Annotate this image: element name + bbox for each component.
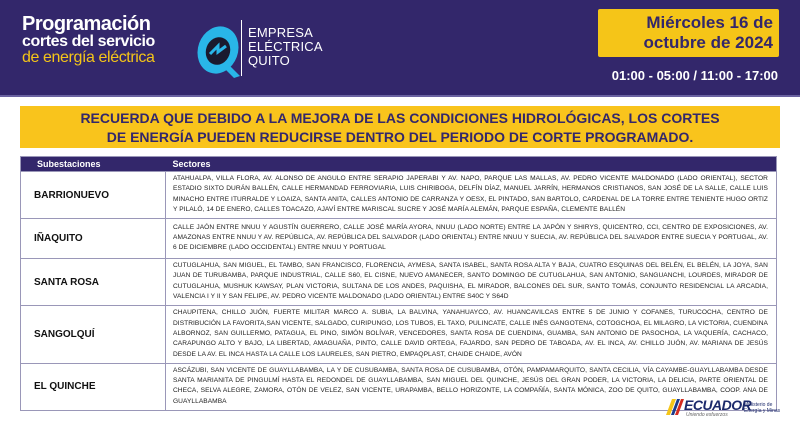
sectors-list: ATAHUALPA, VILLA FLORA, AV. ALONSO DE ANGULO ENTRE SERAPIO JAPERABI Y AV. NAPO, PARQUE LAS MALLAS, AV. PEDRO VICENTE MALDONADO (LADO ORIENTAL), SECTOR ESTADIO SIXTO DURÁN BALLÉN, CALLE HERMANDAD FERROVIARIA, LUIS CHIRIBOGA, DELFÍN DÍAZ, MANUEL JARRÍN, HERMANOS CRISTIANOS, SAN JOSÉ DE LA SALLE, CALLE LUIS MINACHO ENTRE ITURRALDE Y LOAIZA, SANTA ANITA, CALLES ANTONIO DE CARRANZA Y OESX, EL PINTADO, SAN BARTOLO, CARDENAL DE LA TORRE ENTRE TENIENTE HUGO ORTIZ Y PILALÓ, 14 DE ENERO, CALLES TOACAZO, AJAVÍ ENTRE MARISCAL SUCRE Y JOSÉ MARÍA ALEMÁN, PARQUE ESPAÑA, CLEMENTE BALLÉN <box>166 172 777 219</box>
brand-line-2: ELÉCTRICA <box>248 39 323 54</box>
eeq-logo-icon <box>196 18 244 80</box>
sectors-list: CALLE JAÓN ENTRE NNUU Y AGUSTÍN GUERRERO, CALLE JOSÉ MARÍA AYORA, NNUU (LADO NORTE) ENTRE LA JAPÓN Y SHIRYS, QUICENTRO, CCI, CENTRO DE EXPOSICIONES, AV. AMAZONAS ENTRE NNUU Y AV. REPÚBLICA, AV. REPÚBLICA DEL SALVADOR (LADO ORIENTAL) ENTRE NNUU Y SUECIA, AV. REPÚBLICA DEL SALVADOR ENTRE SUECIA Y PORTUGAL, AV. 6 DE DICIEMBRE (LADO OCCIDENTAL) ENTRE NNUU Y PORTUGAL <box>166 219 777 259</box>
table-row <box>21 219 777 259</box>
outage-hours: 01:00 - 05:00 / 11:00 - 17:00 <box>611 68 778 83</box>
substation-name: SANTA ROSA <box>21 259 166 306</box>
notice-banner <box>20 106 780 148</box>
header-subestaciones: Subestaciones <box>21 157 166 172</box>
table-row <box>21 363 777 410</box>
substation-name: IÑAQUITO <box>21 219 166 259</box>
header-sectores: Sectores <box>166 157 777 172</box>
table-row <box>21 259 777 306</box>
sectors-list: ASCÁZUBI, SAN VICENTE DE GUAYLLABAMBA, LA Y DE CUSUBAMBA, SANTA ROSA DE CUSUBAMBA, OTÓN, PAMPAMARQUITO, SANTA CECILIA, VÍA CAYAMBE-GUAYLLABAMBA DESDE SANTA MARIANITA DE PINGULMÍ HASTA EL REDONDEL DE GUAYLLABAMBA, SAN MIGUEL DEL QUINCHE, JESÚS DEL GRAN PODER, LA VICTORIA, LA DELICIA, PARTE ORIENTAL DE CHECA, SELVA ALEGRE, ZAMORA, OTÓN DE VELEZ, SAN VICENTE, URAPAMBA, BELLO HORIZONTE, LA COMPAÑÍA, SANTA MÓNICA, ZOO DE QUITO, GUAYLLABAMBA, COOP. ANA DE GUAYLLABAMBA <box>166 363 777 410</box>
outage-table <box>20 156 777 411</box>
table-row <box>21 306 777 363</box>
date-line-1: Miércoles 16 de <box>646 13 773 32</box>
notice-line-2: DE ENERGÍA PUEDEN REDUCIRSE DENTRO DEL PERIODO DE CORTE PROGRAMADO. <box>106 129 694 145</box>
brand-line-1: EMPRESA <box>248 25 313 40</box>
page-title <box>22 14 155 66</box>
brand-line-3: QUITO <box>248 53 290 68</box>
sectors-list: CUTUGLAHUA, SAN MIGUEL, EL TAMBO, SAN FRANCISCO, FLORENCIA, AYMESA, SANTA ISABEL, SANTA ROSA ALTA Y BAJA, CUATRO ESQUINAS DEL BELÉN, EL BELÉN, LA JOYA, SAN JUAN DE TURUBAMBA, PARQUE INDUSTRIAL, CALLE S60, EL CISNE, NUEVO AMANECER, SANTO DOMINGO DE CUTUGLAHUA, SAN ANTONIO, SANGUANCHI, LOURDES, MIRADOR DE CUTUGLAHUA, MUSHUK KAWSAY, PLAN VICTORIA, SULTANA DE LOS ANDES, PAQUISHA, EL MIRADOR, BALCONES DEL SUR, SANTO TOMÁS, CONJUNTO RESIDENCIAL LA ARCADIA, VALENCIA I Y II Y SAN FELIPE, AV. PEDRO VICENTE MALDONADO (LADO ORIENTAL) ENTRE S40C Y S64D <box>166 259 777 306</box>
logo-divider <box>241 20 242 76</box>
header <box>0 0 800 97</box>
title-line-2: cortes del servicio <box>22 33 155 50</box>
title-line-1: Programación <box>22 13 151 35</box>
date-badge <box>598 9 779 57</box>
brand-name <box>248 26 323 68</box>
title-line-3: de energía eléctrica <box>22 49 155 66</box>
table-header <box>21 157 777 172</box>
substation-name: SANGOLQUÍ <box>21 306 166 363</box>
table-row <box>21 172 777 219</box>
ecuador-wordmark: ECUADOR <box>684 397 752 413</box>
notice-line-1: RECUERDA QUE DEBIDO A LA MEJORA DE LAS CONDICIONES HIDROLÓGICAS, LOS CORTES <box>80 110 720 126</box>
ministry-line-1: Ministerio de <box>744 402 773 408</box>
substation-name: BARRIONUEVO <box>21 172 166 219</box>
ministry-name <box>744 402 780 414</box>
ministry-line-2: Energía y Minas <box>744 408 781 414</box>
sectors-list: CHAUPITENA, CHILLO JUÓN, FUERTE MILITAR MARCO A. SUBIA, LA BALVINA, YANAHUAYCO, AV. HUANCAVILCAS ENTRE 5 DE JUNIO Y COFANES, TURUCOCHA, CENTRO DE DISTRIBUCIÓN LA FAVORITA,SAN VICENTE, SALGADO, CURIPUNGO, LOS TUBOS, EL TAXO, PULINCATE, CALLE INÉS GANGOTENA, COTOGCHOA, EL MILAGRO, LA VICTORIA, CUENDINA ALBORNOZ, SAN GUILLERMO, PATAGUA, EL PINO, SIMÓN BOLÍVAR, VENCEDORES, SANTA ROSA DE CUENDINA, GUAMBA, SAN ANTONIO DE PASOCHOA, LA VAQUERÍA, CACHACO, CARAPUNGO ALTO Y BAJO, LA LIBERTAD, AMAGUAÑA, PINTO, CALLE DAVID ORTEGA, FAJARDO, SAN PEDRO DE TABOADA, AV. EL INCA, AV. CHILLO JUÓN, AV. MARIANA DE JESÚS DESDE LA AV. EL INCA HASTA LA CALLE LOS LAURELES, SAN PIETRO, EMPAQPLAST, CHAIDE CHAIDE, AVÓN <box>166 306 777 363</box>
substation-name: EL QUINCHE <box>21 363 166 410</box>
ecuador-tagline: Uniendo esfuerzos <box>686 412 728 418</box>
date-line-2: octubre de 2024 <box>643 33 773 52</box>
